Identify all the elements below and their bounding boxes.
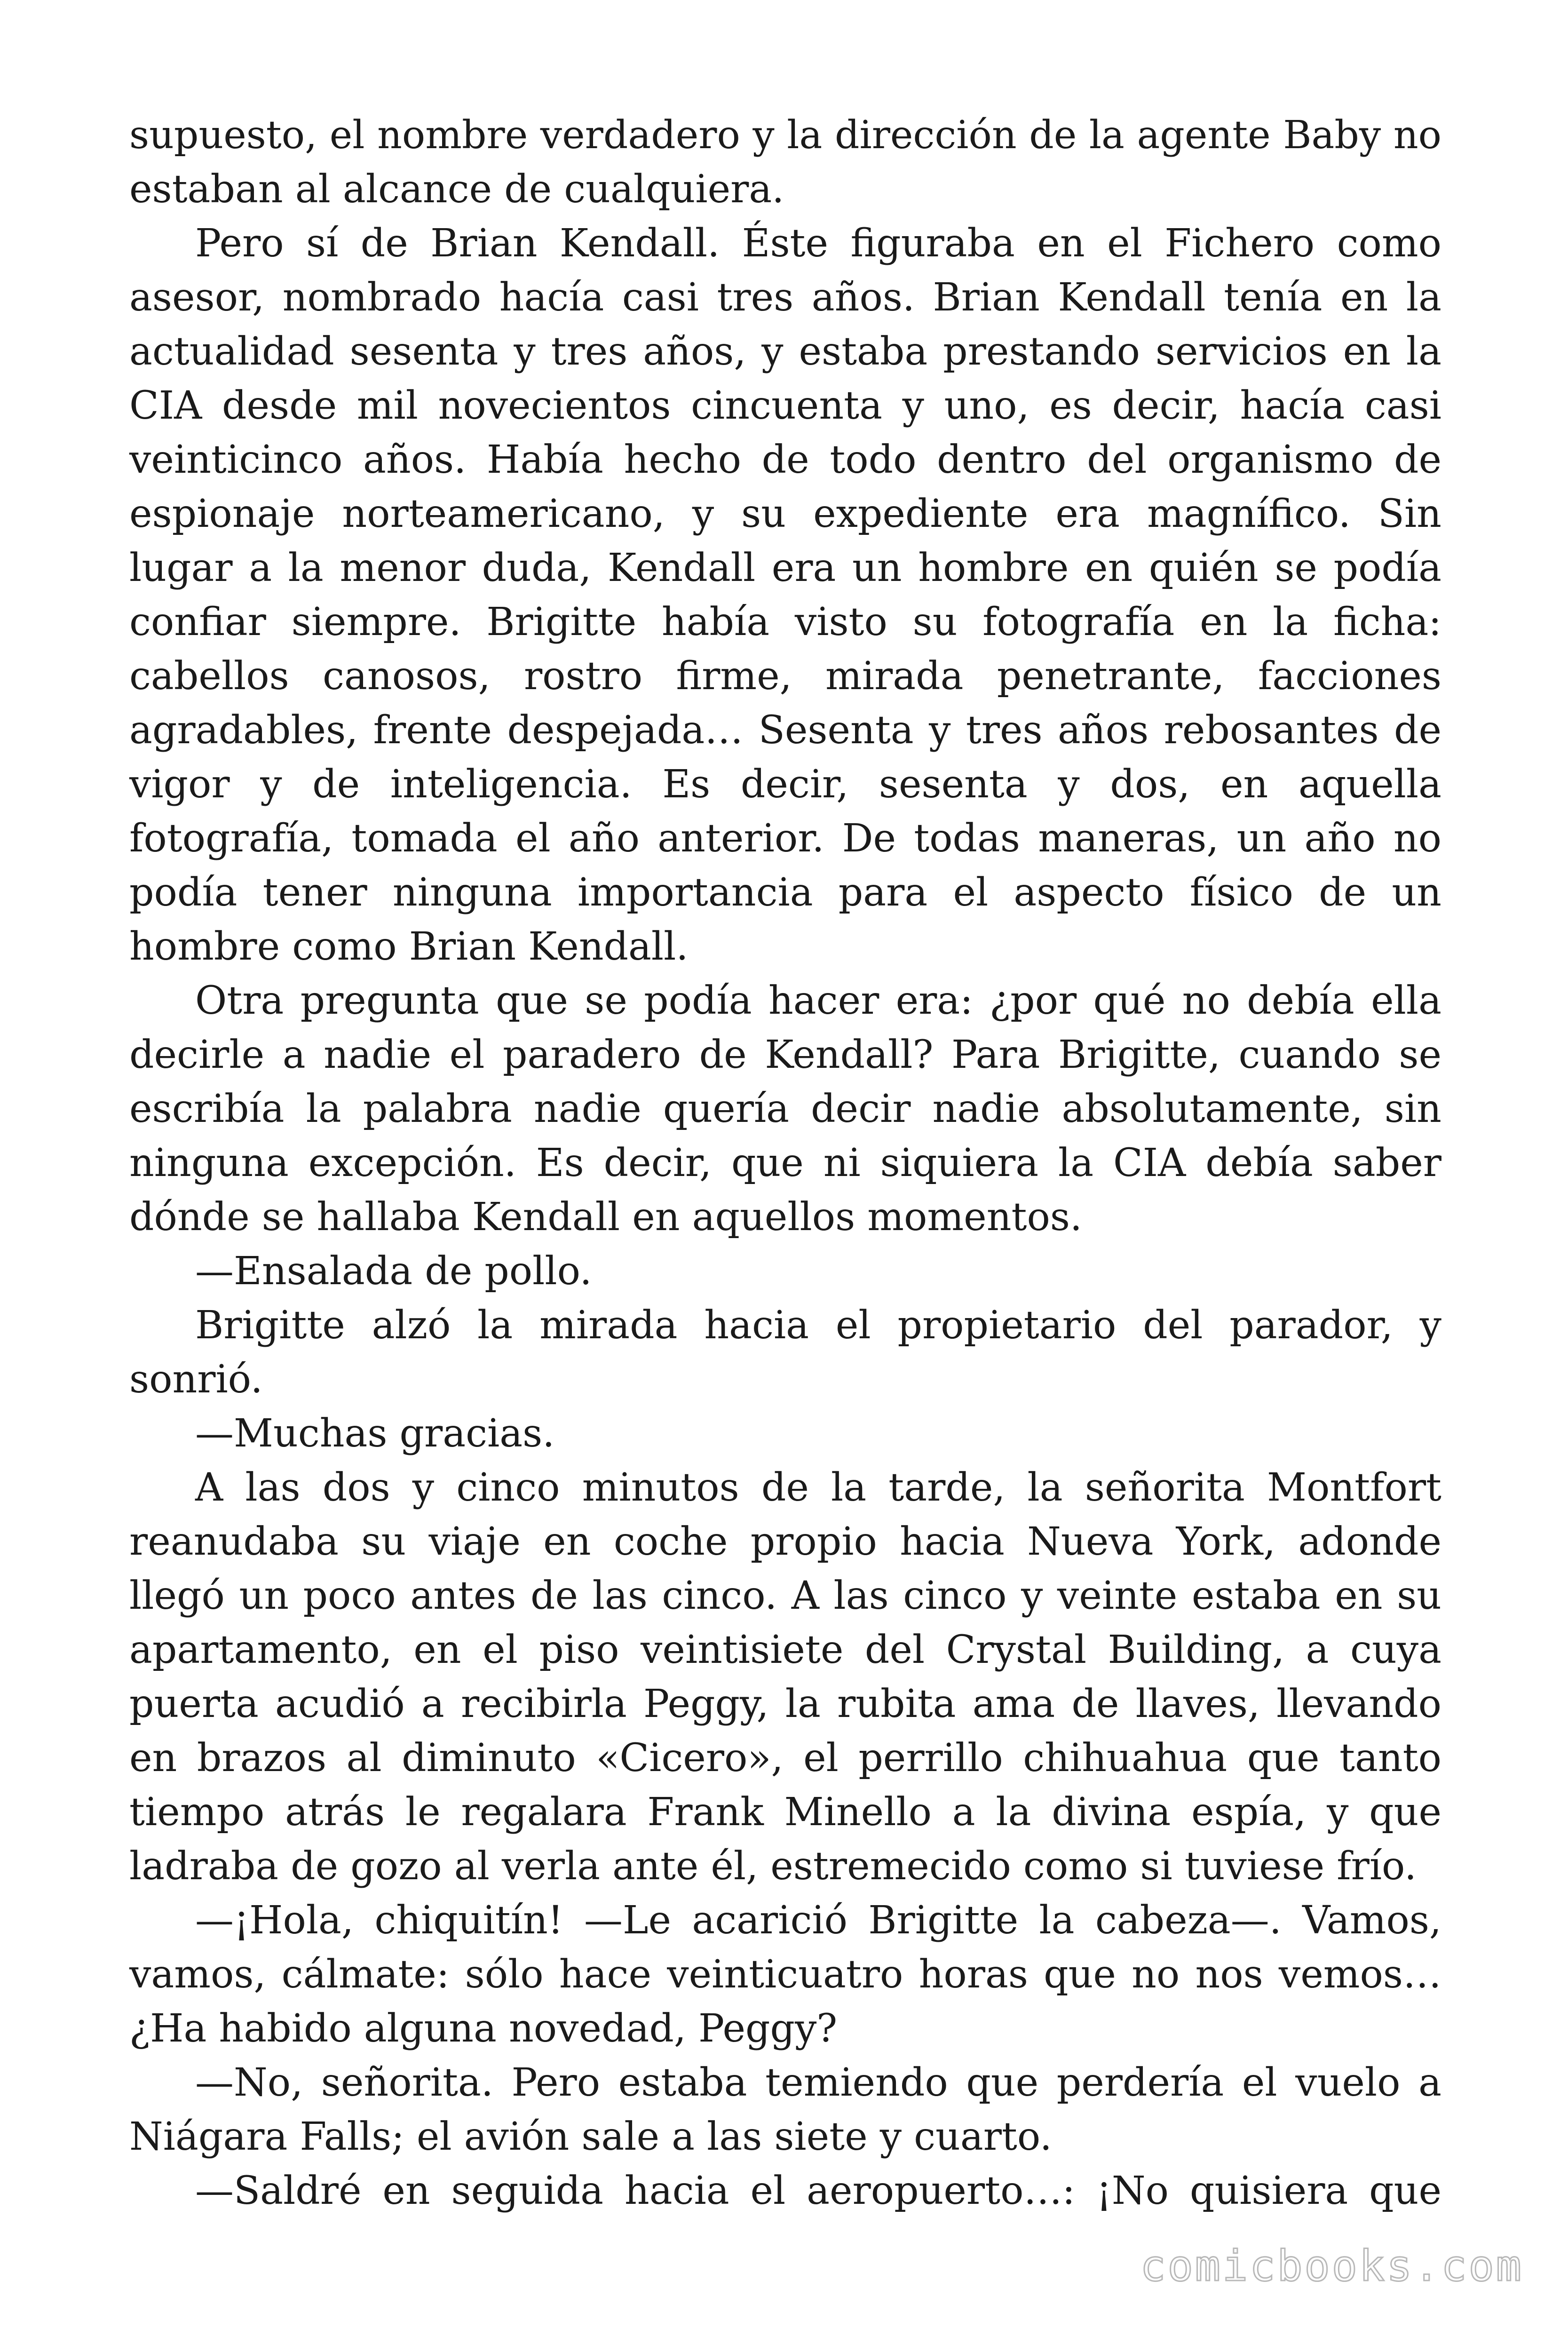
paragraph: —No, señorita. Pero estaba temiendo que perdería el vuelo a Niágara Falls; el avión sale a las siete y cuarto. <box>129 2060 1441 2159</box>
paragraph: Otra pregunta que se podía hacer era: ¿por qué no debía ella decirle a nadie el paradero de Kendall? Para Brigitte, cuando se escribía la palabra nadie quería decir nadie absolutamente, sin ninguna excepción. Es decir, que ni siquiera la CIA debía saber dónde se hallaba Kendall en aquellos momentos. <box>129 978 1441 1240</box>
paragraph: —Saldré en seguida hacia el aeropuerto…: ¡No quisiera que <box>195 2169 1441 2213</box>
paragraph: —Muchas gracias. <box>195 1411 555 1456</box>
paragraph: supuesto, el nombre verdadero y la dirección de la agente Baby no estaban al alcance de cualquiera. <box>129 113 1441 212</box>
page-text <box>129 108 1441 2218</box>
paragraph: Pero sí de Brian Kendall. Éste figuraba en el Fichero como asesor, nombrado hacía casi tres años. Brian Kendall tenía en la actualidad sesenta y tres años, y estaba prestando servicios en la CIA desde mil novecientos cincuenta y uno, es decir, hacía casi veinticinco años. Había hecho de todo dentro del organismo de espionaje norteamericano, y su expediente era magnífico. Sin lugar a la menor duda, Kendall era un hombre en quién se podía confiar siempre. Brigitte había visto su fotografía en la ficha: cabellos canosos, rostro firme, mirada penetrante, facciones agradables, frente despejada… Sesenta y tres años rebosantes de vigor y de inteligencia. Es decir, sesenta y dos, en aquella fotografía, tomada el año anterior. De todas maneras, un año no podía tener ninguna importancia para el aspecto físico de un hombre como Brian Kendall. <box>129 221 1441 969</box>
paragraph: Brigitte alzó la mirada hacia el propietario del parador, y sonrió. <box>129 1303 1441 1402</box>
paragraph: —¡Hola, chiquitín! —Le acarició Brigitte la cabeza—. Vamos, vamos, cálmate: sólo hace veinticuatro horas que no nos vemos… ¿Ha habido alguna novedad, Peggy? <box>129 1898 1441 2051</box>
paragraph: —Ensalada de pollo. <box>195 1249 592 1294</box>
watermark: comicbooks.com <box>1140 2241 1523 2291</box>
paragraph: A las dos y cinco minutos de la tarde, la señorita Montfort reanudaba su viaje en coche propio hacia Nueva York, adonde llegó un poco antes de las cinco. A las cinco y veinte estaba en su apartamento, en el piso veintisiete del Crystal Building, a cuya puerta acudió a recibirla Peggy, la rubita ama de llaves, llevando en brazos al diminuto «Cicero», el perrillo chihuahua que tanto tiempo atrás le regalara Frank Minello a la divina espía, y que ladraba de gozo al verla ante él, estremecido como si tuviese frío. <box>129 1465 1441 1889</box>
